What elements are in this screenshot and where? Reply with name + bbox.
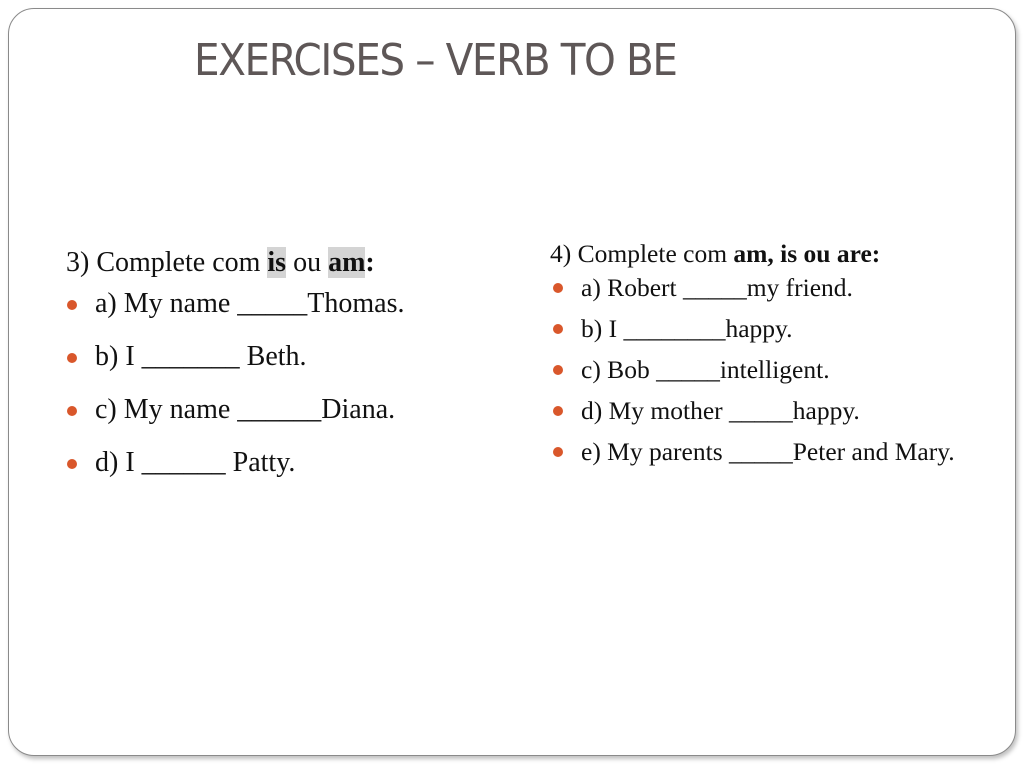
exercise-4-list (550, 273, 980, 466)
exercise-3-word-is: is (267, 247, 287, 278)
exercise-4-options: am, is ou are: (733, 239, 881, 268)
list-item (66, 393, 506, 446)
list-item-text: c) My name ______Diana. (95, 394, 396, 425)
exercise-4-prefix: 4) Complete com (550, 239, 728, 268)
list-item (550, 396, 980, 425)
list-item-text: d) My mother _____happy. (581, 396, 860, 425)
slide-title: EXERCISES – VERB TO BE (194, 35, 677, 86)
exercise-3-colon: : (365, 247, 375, 278)
exercise-3-connector: ou (293, 247, 322, 278)
list-item-text: d) I ______ Patty. (95, 447, 296, 478)
exercise-4 (550, 239, 980, 478)
bullet-icon (553, 447, 563, 457)
bullet-icon (67, 300, 77, 310)
slide-frame (8, 8, 1016, 756)
bullet-icon (553, 283, 563, 293)
bullet-icon (553, 406, 563, 416)
exercise-3-list (66, 287, 506, 499)
bullet-icon (553, 324, 563, 334)
exercise-3 (66, 247, 506, 499)
bullet-icon (67, 459, 77, 469)
list-item (66, 340, 506, 393)
list-item-text: a) Robert _____my friend. (581, 273, 853, 302)
list-item (66, 287, 506, 340)
bullet-icon (67, 353, 77, 363)
exercise-4-heading (550, 239, 980, 269)
list-item (550, 355, 980, 384)
list-item-text: b) I ________happy. (581, 314, 793, 343)
bullet-icon (553, 365, 563, 375)
list-item-text: c) Bob _____intelligent. (581, 355, 830, 384)
list-item (550, 273, 980, 302)
exercise-3-prefix: 3) Complete com (66, 247, 261, 278)
list-item-text: b) I _______ Beth. (95, 341, 307, 372)
exercise-3-heading (66, 247, 506, 279)
list-item-text: a) My name _____Thomas. (95, 288, 405, 319)
bullet-icon (67, 406, 77, 416)
exercise-3-word-am: am (328, 247, 366, 278)
list-item (550, 314, 980, 343)
list-item (66, 446, 506, 499)
list-item (550, 437, 980, 466)
list-item-text: e) My parents _____Peter and Mary. (581, 437, 955, 466)
